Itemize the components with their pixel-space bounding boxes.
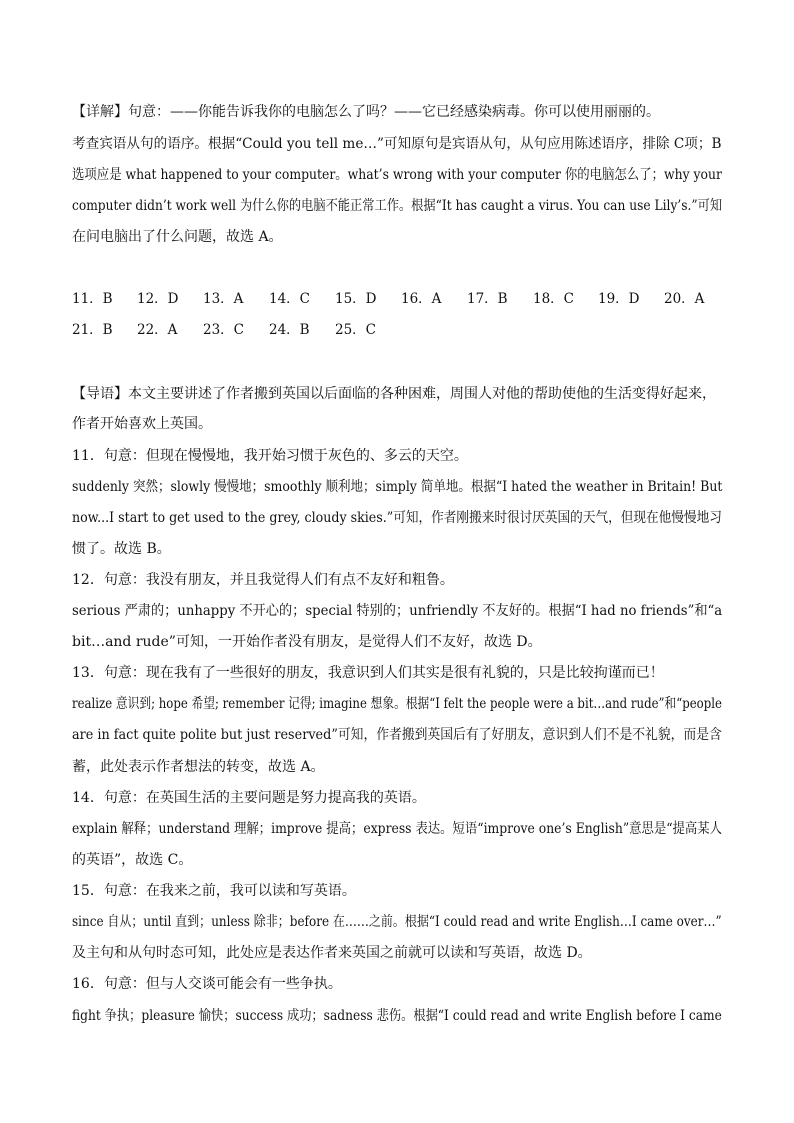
text-line: 15．句意：在我来之前，我可以读和写英语。	[72, 883, 356, 899]
text-line: 14．句意：在英国生活的主要问题是努力提高我的英语。	[72, 790, 426, 806]
text-line: 【详解】句意：——你能告诉我你的电脑怎么了吗？——它已经感染病毒。你可以使用丽丽的。	[72, 104, 660, 120]
text-line: 13．句意：现在我有了一些很好的朋友，我意识到人们其实是很有礼貌的，只是比较拘谨而已！	[72, 665, 664, 681]
text-line: 的英语”，故选 C。	[72, 852, 193, 868]
answer-item: 24．B	[269, 322, 310, 338]
text-line: explain 解释；understand 理解；improve 提高；express 表达。短语“improve one’s English”意思是“提高某人	[72, 821, 723, 837]
text-line: 在问电脑出了什么问题，故选 A。	[72, 229, 283, 245]
text-line: fight 争执；pleasure 愉快；success 成功；sadness 悲伤。根据“I could read and write English before I came	[72, 1008, 722, 1024]
answer-item: 17．B	[467, 291, 508, 307]
answer-item: 12．D	[137, 291, 179, 307]
answer-item: 14．C	[269, 291, 311, 307]
text-line: bit…and rude”可知，一开始作者没有朋友，是觉得人们不友好，故选 D。	[72, 634, 542, 650]
text-line: 惯了。故选 B。	[72, 541, 171, 557]
text-line: 选项应是 what happened to your computer。what’s wrong with your computer 你的电脑怎么了；why your	[72, 167, 722, 183]
text-line: 蓄，此处表示作者想法的转变，故选 A。	[72, 759, 325, 775]
answer-item: 22．A	[137, 322, 178, 338]
text-line: 作者开始喜欢上英国。	[72, 416, 212, 432]
answer-item: 11．B	[72, 291, 113, 307]
text-line: since 自从；until 直到；unless 除非；before 在……之前。根据“I could read and write English…I came over…”	[72, 914, 722, 930]
text-line: 及主句和从句时态可知，此处应是表达作者来英国之前就可以读和写英语，故选 D。	[72, 945, 592, 961]
text-line: are in fact quite polite but just reserved”可知，作者搬到英国后有了好朋友，意识到人们不是不礼貌，而是含	[72, 727, 722, 743]
text-line: 11．句意：但现在慢慢地，我开始习惯于灰色的、多云的天空。	[72, 448, 468, 464]
answer-item: 21．B	[72, 322, 113, 338]
text-line: 【导语】本文主要讲述了作者搬到英国以后面临的各种困难，周围人对他的帮助使他的生活变得好起来，	[72, 386, 716, 402]
answer-item: 18．C	[533, 291, 575, 307]
answer-item: 25．C	[335, 322, 377, 338]
answer-item: 15．D	[335, 291, 377, 307]
answer-item: 16．A	[401, 291, 442, 307]
answer-item: 13．A	[203, 291, 244, 307]
text-line: 考查宾语从句的语序。根据“Could you tell me…”可知原句是宾语从句，从句应用陈述语序，排除 C项；B	[72, 136, 722, 152]
text-line: serious 严肃的；unhappy 不开心的；special 特别的；unfriendly 不友好的。根据“I had no friends”和“a	[72, 603, 723, 619]
answer-item: 20．A	[664, 291, 705, 307]
text-line: 16．句意：但与人交谈可能会有一些争执。	[72, 976, 342, 992]
text-line: computer didn’t work well 为什么你的电脑不能正常工作。根据“It has caught a virus. You can use Lily’s.”可知	[72, 198, 723, 214]
text-line: 12．句意：我没有朋友，并且我觉得人们有点不友好和粗鲁。	[72, 572, 454, 588]
text-line: realize 意识到; hope 希望; remember 记得; imagine 想象。根据“I felt the people were a bit…and rude”和“people	[72, 696, 722, 712]
answer-item: 23．C	[203, 322, 245, 338]
answer-item: 19．D	[598, 291, 640, 307]
text-line: suddenly 突然；slowly 慢慢地；smoothly 顺利地；simply 简单地。根据“I hated the weather in Britain! But	[72, 479, 723, 495]
text-line: now...I start to get used to the grey, cloudy skies.”可知，作者刚搬来时很讨厌英国的天气，但现在他慢慢地习	[72, 510, 722, 526]
